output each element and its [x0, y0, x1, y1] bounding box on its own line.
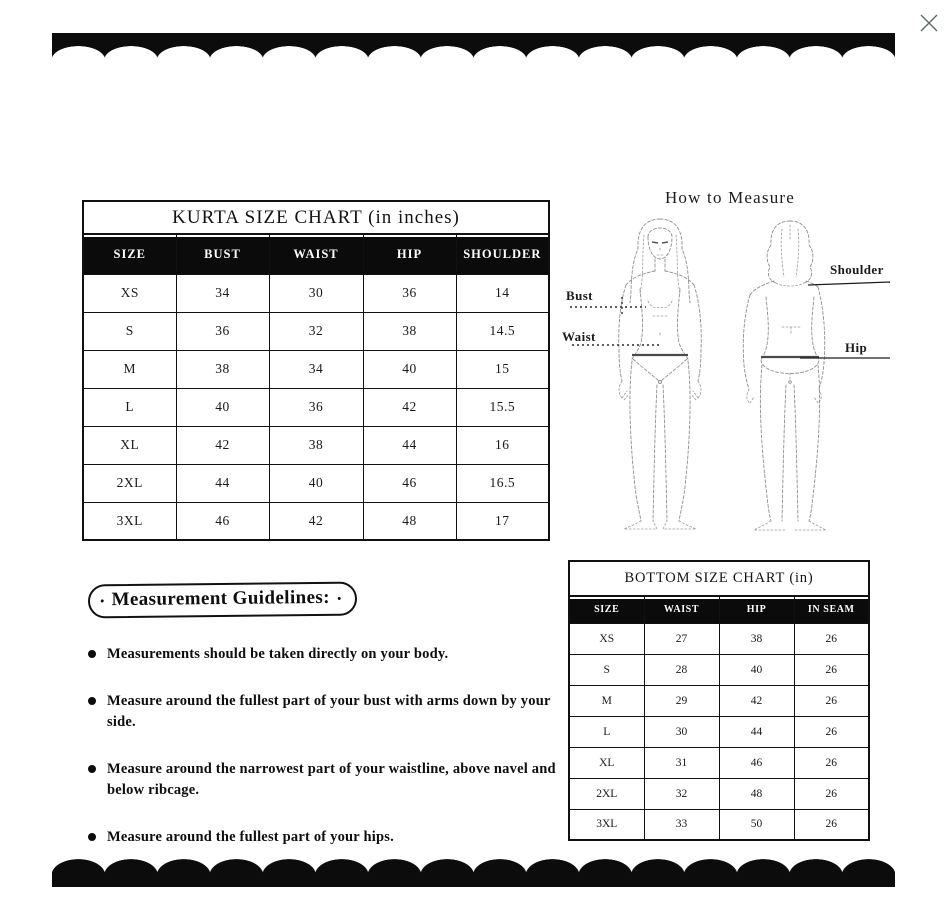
table-row: [569, 747, 869, 778]
size-cell: XS: [569, 623, 644, 654]
value-cell: 26: [794, 685, 869, 716]
value-cell: 50: [719, 809, 794, 840]
bottom-table-body: [569, 623, 869, 840]
value-cell: 34: [176, 274, 269, 312]
value-cell: 14: [456, 274, 549, 312]
table-row: [83, 464, 549, 502]
column-header: WAIST: [269, 234, 363, 274]
value-cell: 15.5: [456, 388, 549, 426]
size-cell: L: [83, 388, 176, 426]
guidelines-list: [88, 644, 563, 848]
table-row: [83, 426, 549, 464]
column-header: IN SEAM: [794, 596, 869, 623]
dot-icon: •: [336, 590, 342, 606]
front-figure-sketch: [619, 219, 701, 529]
size-cell: M: [83, 350, 176, 388]
value-cell: 17: [456, 502, 549, 540]
size-cell: M: [569, 685, 644, 716]
value-cell: 15: [456, 350, 549, 388]
column-header: WAIST: [644, 596, 719, 623]
value-cell: 44: [719, 716, 794, 747]
bust-label: Bust: [566, 288, 593, 303]
kurta-chart-title: KURTA SIZE CHART (in inches): [83, 201, 549, 234]
value-cell: 46: [719, 747, 794, 778]
shoulder-label: Shoulder: [830, 262, 884, 277]
guideline-text: Measurements should be taken directly on your body.: [107, 646, 449, 662]
value-cell: 32: [644, 778, 719, 809]
size-cell: 3XL: [83, 502, 176, 540]
size-cell: XS: [83, 274, 176, 312]
table-row: [83, 502, 549, 540]
column-header: SIZE: [83, 234, 176, 274]
close-icon[interactable]: [912, 6, 946, 40]
bullet-icon: [88, 697, 96, 705]
value-cell: 26: [794, 778, 869, 809]
value-cell: 36: [363, 274, 456, 312]
measurement-guidelines-section: [88, 583, 563, 874]
value-cell: 40: [363, 350, 456, 388]
back-figure-sketch: [743, 221, 826, 530]
size-cell: L: [569, 716, 644, 747]
table-row: [569, 654, 869, 685]
table-row: [569, 809, 869, 840]
guideline-item: [88, 644, 563, 665]
dot-icon: •: [99, 592, 105, 608]
size-cell: 3XL: [569, 809, 644, 840]
value-cell: 38: [719, 623, 794, 654]
value-cell: 46: [363, 464, 456, 502]
column-header: HIP: [719, 596, 794, 623]
value-cell: 30: [644, 716, 719, 747]
value-cell: 33: [644, 809, 719, 840]
size-cell: 2XL: [569, 778, 644, 809]
value-cell: 26: [794, 623, 869, 654]
value-cell: 26: [794, 809, 869, 840]
value-cell: 44: [363, 426, 456, 464]
value-cell: 44: [176, 464, 269, 502]
kurta-table-body: [83, 274, 549, 540]
guideline-item: [88, 691, 563, 733]
shoulder-guide-line: [808, 282, 890, 285]
value-cell: 32: [269, 312, 363, 350]
value-cell: 34: [269, 350, 363, 388]
value-cell: 42: [269, 502, 363, 540]
bottom-size-chart: [568, 560, 870, 841]
bullet-icon: [88, 833, 96, 841]
size-cell: 2XL: [83, 464, 176, 502]
table-row: [83, 350, 549, 388]
value-cell: 46: [176, 502, 269, 540]
table-row: [569, 716, 869, 747]
guidelines-title: Measurement Guidelines:: [111, 586, 331, 611]
kurta-size-chart: [82, 200, 550, 541]
value-cell: 38: [176, 350, 269, 388]
guideline-text: Measure around the narrowest part of your waistline, above navel and below ribcage.: [107, 761, 556, 798]
guideline-item: [88, 759, 563, 801]
table-row: [569, 685, 869, 716]
value-cell: 48: [719, 778, 794, 809]
waist-label: Waist: [562, 329, 596, 344]
table-row: [83, 274, 549, 312]
guideline-text: Measure around the fullest part of your hips.: [107, 829, 394, 845]
how-to-measure-title: How to Measure: [664, 188, 796, 207]
size-cell: XL: [569, 747, 644, 778]
column-header: HIP: [363, 234, 456, 274]
value-cell: 40: [269, 464, 363, 502]
bottom-chart-title: BOTTOM SIZE CHART (in): [569, 561, 869, 596]
bullet-icon: [88, 765, 96, 773]
size-cell: S: [569, 654, 644, 685]
value-cell: 40: [719, 654, 794, 685]
column-header: BUST: [176, 234, 269, 274]
measure-guide-lines: [570, 282, 890, 358]
value-cell: 29: [644, 685, 719, 716]
value-cell: 16: [456, 426, 549, 464]
value-cell: 14.5: [456, 312, 549, 350]
table-row: [83, 388, 549, 426]
value-cell: 38: [269, 426, 363, 464]
hip-label: Hip: [845, 340, 868, 355]
value-cell: 26: [794, 716, 869, 747]
value-cell: 26: [794, 747, 869, 778]
value-cell: 27: [644, 623, 719, 654]
scallop-border-top: [52, 33, 895, 46]
value-cell: 42: [363, 388, 456, 426]
table-row: [569, 778, 869, 809]
bottom-header-row: [569, 596, 869, 623]
guideline-text: Measure around the fullest part of your bust with arms down by your side.: [107, 693, 551, 730]
value-cell: 26: [794, 654, 869, 685]
value-cell: 40: [176, 388, 269, 426]
column-header: SIZE: [569, 596, 644, 623]
value-cell: 30: [269, 274, 363, 312]
size-cell: S: [83, 312, 176, 350]
guideline-item: [88, 827, 563, 848]
value-cell: 36: [269, 388, 363, 426]
value-cell: 42: [719, 685, 794, 716]
bullet-icon: [88, 650, 96, 658]
value-cell: 36: [176, 312, 269, 350]
guidelines-title-badge: [88, 582, 358, 619]
table-row: [83, 312, 549, 350]
size-cell: XL: [83, 426, 176, 464]
column-header: SHOULDER: [456, 234, 549, 274]
kurta-header-row: [83, 234, 549, 274]
value-cell: 38: [363, 312, 456, 350]
value-cell: 48: [363, 502, 456, 540]
value-cell: 28: [644, 654, 719, 685]
value-cell: 16.5: [456, 464, 549, 502]
table-row: [569, 623, 869, 654]
value-cell: 42: [176, 426, 269, 464]
value-cell: 31: [644, 747, 719, 778]
scallop-border-bottom: [52, 875, 895, 887]
close-x-glyph: [918, 12, 940, 34]
